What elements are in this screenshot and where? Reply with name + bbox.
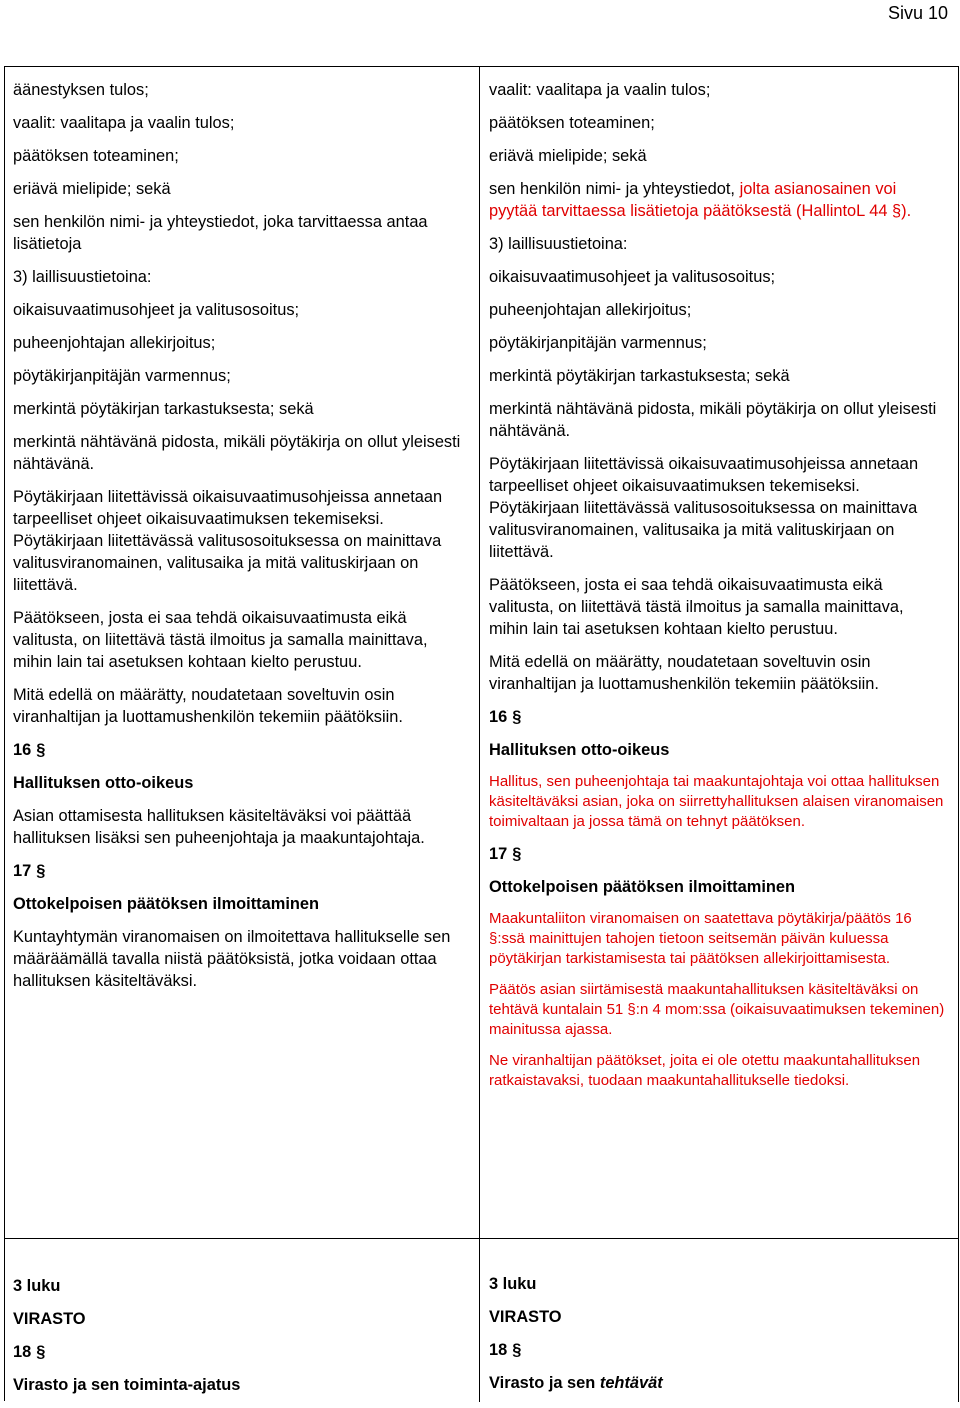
non-appeal-paragraph: Päätökseen, josta ei saa tehdä oikaisuvaatimusta eikä valitusta, on liitettävä tästä ilmoitus ja samalla mainittava, mihin lain tai asetuksen kohtaan kielto perustuu. xyxy=(489,576,904,638)
official-decisions-paragraph: Mitä edellä on määrätty, noudatetaan soveltuvin osin viranhaltijan ja luottamushenkilön tekemiin päätöksiin. xyxy=(13,686,403,726)
section-number-18: 18 § xyxy=(13,1343,46,1361)
list-item: pöytäkirjanpitäjän varmennus; xyxy=(489,334,707,352)
chapter-title: VIRASTO xyxy=(13,1310,86,1328)
list-item: äänestyksen tulos; xyxy=(13,81,149,99)
list-item: 3) laillisuustietoina: xyxy=(13,268,152,286)
section-text-17: Päätös asian siirtämisestä maakuntahallituksen käsiteltäväksi on tehtävä kuntalain 51 §:n 4 mom:ssa (oikaisuvaatimuksen tekeminen) mainitussa ajassa. xyxy=(489,981,945,1038)
section-title-16: Hallituksen otto-oikeus xyxy=(13,774,194,792)
section-sign-icon: § xyxy=(36,741,46,759)
table-right-border xyxy=(958,67,959,1238)
appendix-paragraph: Pöytäkirjaan liitettävissä oikaisuvaatimusohjeissa annetaan tarpeelliset ohjeet oikaisuvaatimuksen tekemiseksi. Pöytäkirjaan liitettävässä valitusosoituksessa on mainittava valitusviranomainen, valitusaika ja mitä valituskirjaan on liitettävä. xyxy=(489,455,919,561)
amended-text: jolta asianosainen voi pyytää tarvittaessa lisätietoja päätöksestä (HallintoL 44 §). xyxy=(489,180,912,220)
list-item: päätöksen toteaminen; xyxy=(489,114,655,132)
list-item: päätöksen toteaminen; xyxy=(13,147,179,165)
chapter-title: VIRASTO xyxy=(489,1308,562,1326)
section-title-17: Ottokelpoisen päätöksen ilmoittaminen xyxy=(13,895,320,913)
table-row-main xyxy=(5,67,959,1239)
section-title-18: Virasto ja sen tehtävät xyxy=(489,1374,663,1392)
section-title-16: Hallituksen otto-oikeus xyxy=(489,741,670,759)
left-chapter-cell xyxy=(13,1275,469,1408)
official-decisions-paragraph: Mitä edellä on määrätty, noudatetaan soveltuvin osin viranhaltijan ja luottamushenkilön tekemiin päätöksiin. xyxy=(489,653,879,693)
section-text-17: Kuntayhtymän viranomaisen on ilmoitettava hallitukselle sen määräämällä tavalla niistä päätöksistä, jotka voidaan ottaa hallituksen käsiteltäväksi. xyxy=(13,928,451,990)
non-appeal-paragraph: Päätökseen, josta ei saa tehdä oikaisuvaatimusta eikä valitusta, on liitettävä tästä ilmoitus ja samalla mainittava, mihin lain tai asetuksen kohtaan kielto perustuu. xyxy=(13,609,428,671)
section-number-17: 17 § xyxy=(13,862,46,880)
column-divider xyxy=(479,1239,480,1402)
list-item: eriävä mielipide; sekä xyxy=(489,147,647,165)
section-number-18: 18 § xyxy=(489,1341,522,1359)
section-number-16: 16 § xyxy=(489,708,522,726)
list-item: oikaisuvaatimusohjeet ja valitusosoitus; xyxy=(13,301,300,319)
list-item: merkintä nähtävänä pidosta, mikäli pöytäkirja on ollut yleisesti nähtävänä. xyxy=(489,400,937,440)
section-text-17: Ne viranhaltijan päätökset, joita ei ole otettu maakuntahallituksen ratkaistavaksi, tuodaan maakuntahallitukselle tiedoksi. xyxy=(489,1052,921,1089)
section-sign-icon: § xyxy=(512,845,522,863)
table-row-chapter xyxy=(5,1239,959,1402)
table-right-border xyxy=(958,1239,959,1402)
list-item: eriävä mielipide; sekä xyxy=(13,180,171,198)
comparison-table xyxy=(4,66,959,1401)
section-text-16: Asian ottamisesta hallituksen käsiteltäväksi voi päättää hallituksen lisäksi sen puheenjohtaja ja maakuntajohtaja. xyxy=(13,807,425,847)
list-item: sen henkilön nimi- ja yhteystiedot, joka tarvittaessa antaa lisätietoja xyxy=(13,213,428,253)
list-item: pöytäkirjanpitäjän varmennus; xyxy=(13,367,231,385)
section-sign-icon: § xyxy=(36,1343,46,1361)
chapter-label: 3 luku xyxy=(489,1275,537,1293)
left-column xyxy=(13,79,469,1003)
column-divider xyxy=(479,67,480,1238)
section-sign-icon: § xyxy=(36,862,46,880)
list-item: oikaisuvaatimusohjeet ja valitusosoitus; xyxy=(489,268,776,286)
page-number: Sivu 10 xyxy=(887,3,948,23)
chapter-label: 3 luku xyxy=(13,1277,61,1295)
contact-item: sen henkilön nimi- ja yhteystiedot, jolta asianosainen voi pyytää tarvittaessa lisätietoja päätöksestä (HallintoL 44 §). xyxy=(489,180,912,220)
right-column xyxy=(489,79,947,1102)
list-item: merkintä pöytäkirjan tarkastuksesta; sekä xyxy=(13,400,314,418)
section-sign-icon: § xyxy=(512,1341,522,1359)
section-text-16: Hallitus, sen puheenjohtaja tai maakuntajohtaja voi ottaa hallituksen käsiteltäväksi asian, joka on siirrettyhallituksen alaisen viranomaisen toimivaltaan ja jossa tämä on tehnyt päätöksen. xyxy=(489,773,944,830)
list-item: vaalit: vaalitapa ja vaalin tulos; xyxy=(489,81,711,99)
section-number-16: 16 § xyxy=(13,741,46,759)
list-item: merkintä pöytäkirjan tarkastuksesta; sekä xyxy=(489,367,790,385)
list-item: 3) laillisuustietoina: xyxy=(489,235,628,253)
appendix-paragraph: Pöytäkirjaan liitettävissä oikaisuvaatimusohjeissa annetaan tarpeelliset ohjeet oikaisuvaatimuksen tekemiseksi. Pöytäkirjaan liitettävässä valitusosoituksessa on mainittava valitusviranomainen, valitusaika ja mitä valituskirjaan on liitettävä. xyxy=(13,488,443,594)
section-text-17: Maakuntaliiton viranomaisen on saatettava pöytäkirja/päätös 16 §:ssä mainittujen tahojen tietoon seitsemän päivän kuluessa pöytäkirjan tarkistamisesta tai päätöksen allekirjoittamisesta. xyxy=(489,910,912,967)
list-item: puheenjohtajan allekirjoitus; xyxy=(13,334,216,352)
section-title-18: Virasto ja sen toiminta-ajatus xyxy=(13,1376,241,1394)
list-item: merkintä nähtävänä pidosta, mikäli pöytäkirja on ollut yleisesti nähtävänä. xyxy=(13,433,461,473)
list-item: puheenjohtajan allekirjoitus; xyxy=(489,301,692,319)
list-item: vaalit: vaalitapa ja vaalin tulos; xyxy=(13,114,235,132)
section-title-17: Ottokelpoisen päätöksen ilmoittaminen xyxy=(489,878,796,896)
right-chapter-cell xyxy=(489,1273,947,1406)
section-number-17: 17 § xyxy=(489,845,522,863)
section-sign-icon: § xyxy=(512,708,522,726)
